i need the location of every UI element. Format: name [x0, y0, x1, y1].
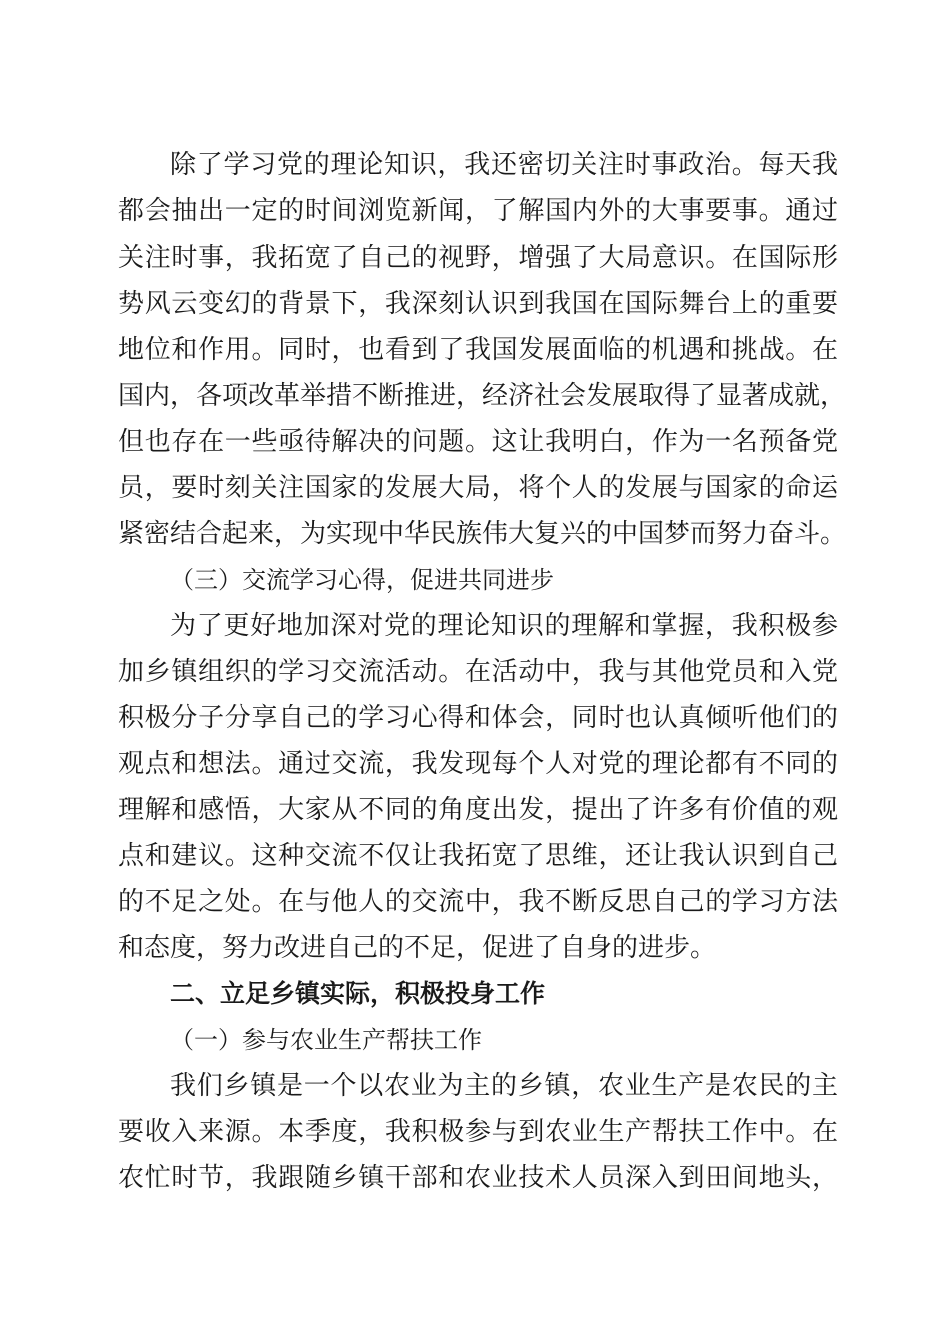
paragraph-2-line-5: 理解和感悟，大家从不同的角度出发，提出了许多有价值的观 — [118, 795, 838, 825]
paragraph-1-line-5: 地位和作用。同时，也看到了我国发展面临的机遇和挑战。在 — [118, 335, 838, 365]
paragraph-2-line-7: 的不足之处。在与他人的交流中，我不断反思自己的学习方法 — [118, 887, 838, 917]
paragraph-1-line-4: 势风云变幻的背景下，我深刻认识到我国在国际舞台上的重要 — [118, 289, 838, 319]
section-heading-2: 二、立足乡镇实际，积极投身工作 — [170, 979, 546, 1008]
paragraph-3-line-3: 农忙时节，我跟随乡镇干部和农业技术人员深入到田间地头， — [118, 1163, 838, 1193]
paragraph-2-line-1: 为了更好地加深对党的理论知识的理解和掌握，我积极参 — [170, 611, 838, 641]
paragraph-3-line-1: 我们乡镇是一个以农业为主的乡镇，农业生产是农民的主 — [170, 1071, 838, 1101]
paragraph-2-line-6: 点和建议。这种交流不仅让我拓宽了思维，还让我认识到自己 — [118, 841, 838, 871]
paragraph-1-line-1: 除了学习党的理论知识，我还密切关注时事政治。每天我 — [170, 150, 838, 180]
paragraph-2-line-4: 观点和想法。通过交流，我发现每个人对党的理论都有不同的 — [118, 749, 838, 779]
paragraph-1-line-6: 国内，各项改革举措不断推进，经济社会发展取得了显著成就， — [118, 381, 847, 411]
paragraph-3-line-2: 要收入来源。本季度，我积极参与到农业生产帮扶工作中。在 — [118, 1117, 838, 1147]
paragraph-1-line-8: 员，要时刻关注国家的发展大局，将个人的发展与国家的命运 — [118, 473, 838, 503]
paragraph-1-line-9: 紧密结合起来，为实现中华民族伟大复兴的中国梦而努力奋斗。 — [118, 519, 847, 549]
paragraph-1-line-2: 都会抽出一定的时间浏览新闻，了解国内外的大事要事。通过 — [118, 196, 838, 226]
paragraph-2-line-2: 加乡镇组织的学习交流活动。在活动中，我与其他党员和入党 — [118, 657, 838, 687]
paragraph-1-line-3: 关注时事，我拓宽了自己的视野，增强了大局意识。在国际形 — [118, 243, 838, 273]
section-subheading-3: （三）交流学习心得，促进共同进步 — [170, 566, 554, 594]
section-subheading-1: （一）参与农业生产帮扶工作 — [170, 1026, 482, 1054]
paragraph-2-line-8: 和态度，努力改进自己的不足，促进了自身的进步。 — [118, 933, 717, 963]
paragraph-2-line-3: 积极分子分享自己的学习心得和体会，同时也认真倾听他们的 — [118, 703, 838, 733]
paragraph-1-line-7: 但也存在一些亟待解决的问题。这让我明白，作为一名预备党 — [118, 427, 838, 457]
